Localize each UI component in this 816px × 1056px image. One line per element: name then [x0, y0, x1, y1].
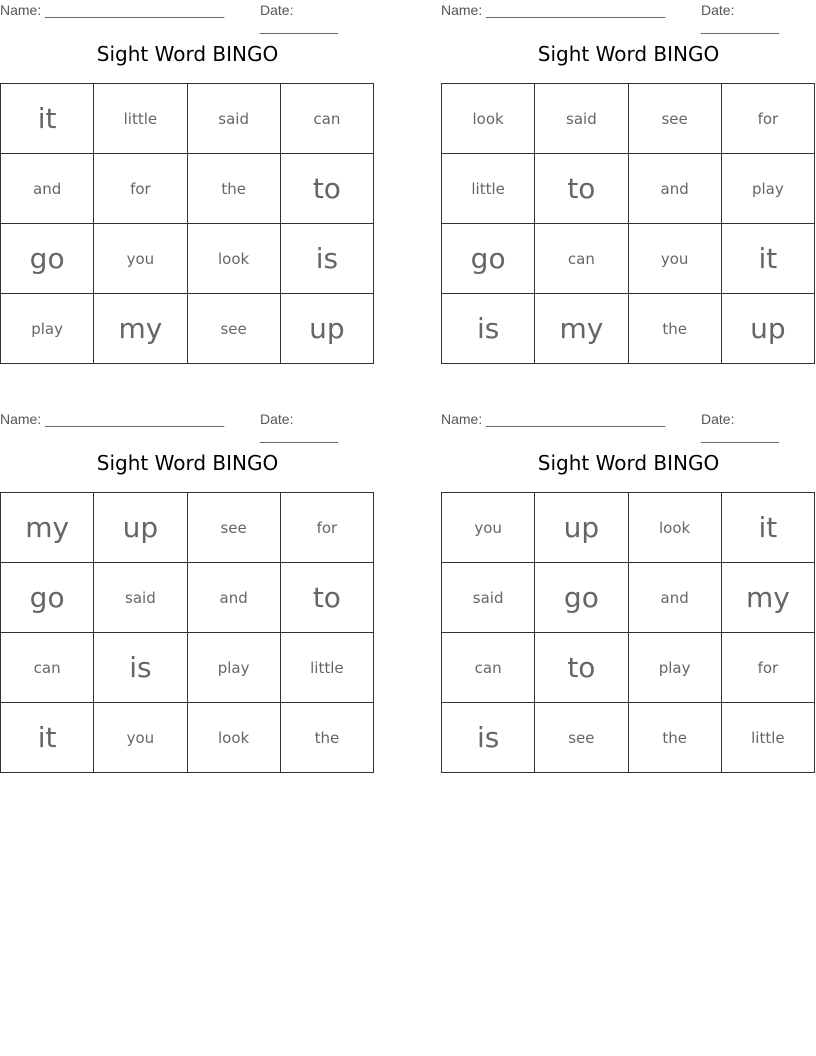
grid-cell: play	[721, 154, 814, 224]
grid-row	[1, 703, 374, 773]
grid-cell: for	[280, 493, 373, 563]
name-field-label: Name: _______________________	[441, 2, 666, 18]
grid-row	[1, 154, 374, 224]
grid-cell: play	[628, 633, 721, 703]
grid-row	[1, 563, 374, 633]
bingo-grid	[441, 83, 815, 364]
grid-cell: look	[187, 703, 280, 773]
bingo-card-4	[441, 409, 816, 774]
grid-cell: you	[94, 224, 187, 294]
grid-cell: is	[94, 633, 187, 703]
grid-cell: to	[280, 154, 373, 224]
grid-row	[442, 493, 815, 563]
grid-cell: my	[535, 294, 628, 364]
grid-cell: and	[1, 154, 94, 224]
card-title: Sight Word BINGO	[537, 42, 720, 66]
grid-cell: can	[1, 633, 94, 703]
grid-cell: to	[535, 633, 628, 703]
grid-cell: said	[187, 84, 280, 154]
grid-row	[442, 84, 815, 154]
grid-cell: is	[442, 703, 535, 773]
grid-cell: it	[721, 224, 814, 294]
grid-cell: my	[721, 563, 814, 633]
grid-cell: go	[1, 224, 94, 294]
grid-cell: up	[721, 294, 814, 364]
card-header	[441, 0, 816, 34]
bingo-grid	[0, 83, 374, 364]
date-field-label: Date: __________	[701, 2, 779, 34]
grid-cell: to	[535, 154, 628, 224]
bingo-card-2	[441, 0, 816, 365]
grid-cell: go	[442, 224, 535, 294]
grid-cell: see	[187, 493, 280, 563]
bingo-grid	[0, 492, 374, 773]
grid-row	[442, 633, 815, 703]
grid-cell: said	[442, 563, 535, 633]
grid-cell: it	[1, 703, 94, 773]
name-field-label: Name: _______________________	[0, 411, 225, 427]
grid-cell: look	[187, 224, 280, 294]
grid-row	[442, 294, 815, 364]
grid-cell: it	[721, 493, 814, 563]
grid-cell: is	[280, 224, 373, 294]
grid-cell: the	[628, 703, 721, 773]
grid-cell: play	[187, 633, 280, 703]
card-header	[0, 409, 375, 443]
name-field-label: Name: _______________________	[0, 2, 225, 18]
grid-row	[442, 703, 815, 773]
grid-cell: little	[721, 703, 814, 773]
date-field-label: Date: __________	[701, 411, 779, 443]
grid-cell: look	[628, 493, 721, 563]
grid-cell: can	[535, 224, 628, 294]
grid-cell: little	[442, 154, 535, 224]
grid-cell: see	[628, 84, 721, 154]
name-field-label: Name: _______________________	[441, 411, 666, 427]
card-title: Sight Word BINGO	[96, 42, 279, 66]
grid-cell: and	[628, 154, 721, 224]
grid-cell: up	[535, 493, 628, 563]
grid-row	[1, 633, 374, 703]
grid-cell: see	[535, 703, 628, 773]
grid-cell: and	[628, 563, 721, 633]
card-header	[0, 0, 375, 34]
grid-cell: the	[628, 294, 721, 364]
date-field-label: Date: __________	[260, 411, 338, 443]
grid-cell: go	[535, 563, 628, 633]
grid-row	[1, 224, 374, 294]
grid-cell: my	[94, 294, 187, 364]
grid-cell: for	[721, 633, 814, 703]
grid-cell: up	[280, 294, 373, 364]
grid-cell: for	[721, 84, 814, 154]
card-header	[441, 409, 816, 443]
grid-cell: can	[280, 84, 373, 154]
card-title: Sight Word BINGO	[96, 451, 279, 475]
grid-cell: to	[280, 563, 373, 633]
grid-cell: said	[535, 84, 628, 154]
grid-cell: you	[628, 224, 721, 294]
grid-cell: for	[94, 154, 187, 224]
grid-row	[442, 224, 815, 294]
grid-row	[442, 154, 815, 224]
grid-cell: you	[442, 493, 535, 563]
bingo-card-1	[0, 0, 375, 365]
grid-cell: up	[94, 493, 187, 563]
grid-row	[1, 294, 374, 364]
grid-cell: you	[94, 703, 187, 773]
grid-cell: little	[94, 84, 187, 154]
grid-cell: can	[442, 633, 535, 703]
grid-cell: go	[1, 563, 94, 633]
grid-cell: little	[280, 633, 373, 703]
date-field-label: Date: __________	[260, 2, 338, 34]
grid-cell: the	[280, 703, 373, 773]
bingo-card-3	[0, 409, 375, 774]
grid-row	[1, 493, 374, 563]
grid-cell: play	[1, 294, 94, 364]
grid-cell: the	[187, 154, 280, 224]
card-title: Sight Word BINGO	[537, 451, 720, 475]
grid-cell: look	[442, 84, 535, 154]
bingo-grid	[441, 492, 815, 773]
grid-row	[1, 84, 374, 154]
grid-cell: my	[1, 493, 94, 563]
grid-cell: is	[442, 294, 535, 364]
grid-cell: and	[187, 563, 280, 633]
grid-cell: see	[187, 294, 280, 364]
grid-row	[442, 563, 815, 633]
grid-cell: it	[1, 84, 94, 154]
grid-cell: said	[94, 563, 187, 633]
